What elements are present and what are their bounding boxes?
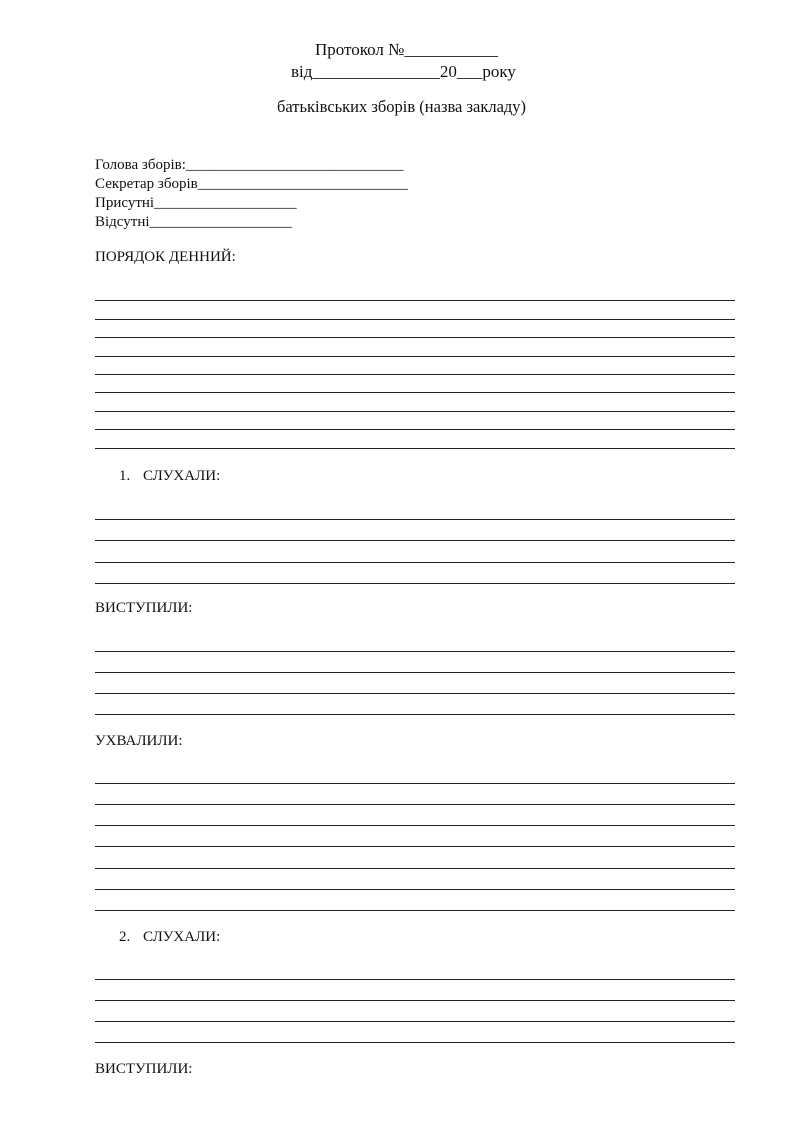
blank-line	[95, 979, 735, 980]
blank-line	[95, 356, 735, 357]
blank-line	[95, 540, 735, 541]
blank-line	[95, 804, 735, 805]
agenda-heading: ПОРЯДОК ДЕННИЙ:	[95, 249, 236, 265]
blank-line	[95, 714, 735, 715]
blank-line	[95, 337, 735, 338]
protocol-title: Протокол №___________	[315, 40, 498, 59]
blank-line	[95, 783, 735, 784]
field-present: Присутні___________________	[95, 195, 297, 211]
blank-line	[95, 374, 735, 375]
spoke-heading-1: ВИСТУПИЛИ:	[95, 600, 193, 616]
field-secretary: Секретар зборів____________________________	[95, 176, 408, 192]
blank-line	[95, 672, 735, 673]
blank-line	[95, 519, 735, 520]
item1-heard-heading: СЛУХАЛИ:	[143, 468, 221, 484]
blank-line	[95, 448, 735, 449]
blank-line	[95, 429, 735, 430]
item1-number: 1.	[119, 468, 131, 484]
blank-line	[95, 392, 735, 393]
spoke-heading-2: ВИСТУПИЛИ:	[95, 1061, 193, 1077]
protocol-subtitle: батьківських зборів (назва закладу)	[277, 97, 527, 116]
blank-line	[95, 693, 735, 694]
resolved-heading-1: УХВАЛИЛИ:	[95, 733, 183, 749]
blank-line	[95, 868, 735, 869]
blank-line	[95, 319, 735, 320]
blank-line	[95, 583, 735, 584]
blank-line	[95, 562, 735, 563]
item2-number: 2.	[119, 929, 131, 945]
blank-line	[95, 1000, 735, 1001]
blank-line	[95, 411, 735, 412]
field-absent: Відсутні___________________	[95, 214, 293, 230]
blank-line	[95, 1042, 735, 1043]
blank-line	[95, 300, 735, 301]
blank-line	[95, 825, 735, 826]
blank-line	[95, 846, 735, 847]
protocol-date-line: від_______________20___року	[291, 62, 516, 81]
blank-line	[95, 1021, 735, 1022]
item2-heard-heading: СЛУХАЛИ:	[143, 929, 221, 945]
field-chair: Голова зборів:_____________________________	[95, 157, 404, 173]
blank-line	[95, 651, 735, 652]
blank-line	[95, 889, 735, 890]
blank-line	[95, 910, 735, 911]
